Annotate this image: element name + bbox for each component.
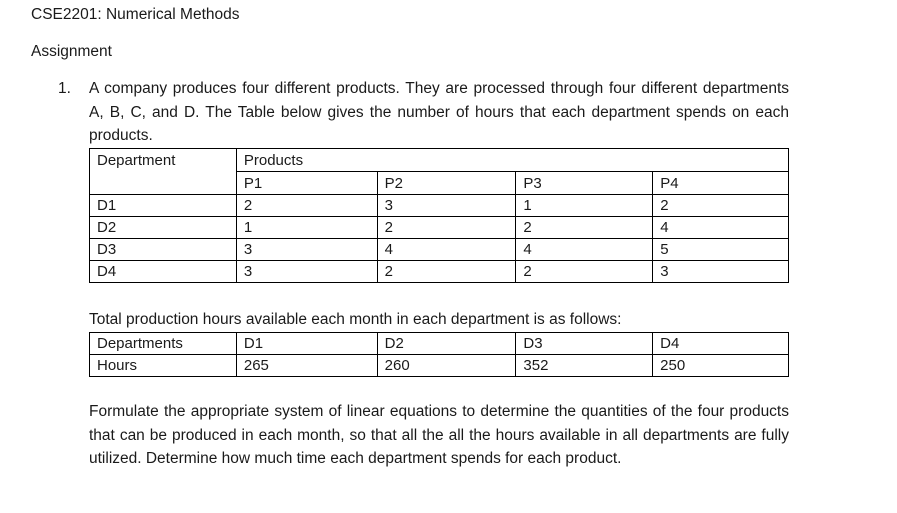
value-cell: 1 bbox=[516, 195, 653, 217]
course-title: CSE2201: Numerical Methods bbox=[31, 6, 240, 23]
value-cell: 3 bbox=[236, 261, 377, 283]
dept-cell: D3 bbox=[90, 239, 237, 261]
value-cell: 3 bbox=[377, 195, 516, 217]
table-row bbox=[90, 333, 789, 355]
products-header: Products bbox=[236, 149, 788, 172]
value-cell: 4 bbox=[653, 217, 789, 239]
hours-table-header-row bbox=[90, 149, 789, 172]
dept-cell: D1 bbox=[236, 333, 377, 355]
hours-cell: 352 bbox=[516, 355, 653, 377]
question-intro: A company produces four different products. They are processed through four different departments A, B, C, and D. The Table below gives the number of hours that each department spends on each products. bbox=[89, 80, 789, 144]
value-cell: 2 bbox=[516, 261, 653, 283]
value-cell: 2 bbox=[236, 195, 377, 217]
dept-cell: D3 bbox=[516, 333, 653, 355]
dept-cell: D2 bbox=[90, 217, 237, 239]
product-header-p2: P2 bbox=[377, 172, 516, 195]
availability-intro: Total production hours available each month in each department is as follows: bbox=[89, 311, 622, 328]
product-header-p1: P1 bbox=[236, 172, 377, 195]
dept-cell: D2 bbox=[377, 333, 516, 355]
dept-cell: D1 bbox=[90, 195, 237, 217]
department-header: Department bbox=[90, 149, 237, 172]
value-cell: 4 bbox=[516, 239, 653, 261]
hours-cell: 265 bbox=[236, 355, 377, 377]
task-statement: Formulate the appropriate system of linear equations to determine the quantities of the four products that can be produced in each month, so that all the all the hours available in all departments are fully utilized. Determine how much time each department spends for each product. bbox=[89, 403, 789, 467]
product-header-p4: P4 bbox=[653, 172, 789, 195]
table-row bbox=[90, 261, 789, 283]
department-header-cont bbox=[90, 172, 237, 195]
value-cell: 3 bbox=[653, 261, 789, 283]
hours-cell: 260 bbox=[377, 355, 516, 377]
departments-label: Departments bbox=[90, 333, 237, 355]
product-header-p3: P3 bbox=[516, 172, 653, 195]
table-row bbox=[90, 217, 789, 239]
hours-label: Hours bbox=[90, 355, 237, 377]
question-number: 1. bbox=[58, 80, 71, 97]
hours-cell: 250 bbox=[653, 355, 789, 377]
value-cell: 2 bbox=[377, 217, 516, 239]
dept-cell: D4 bbox=[90, 261, 237, 283]
table-row bbox=[90, 195, 789, 217]
value-cell: 1 bbox=[236, 217, 377, 239]
section-heading: Assignment bbox=[31, 43, 112, 60]
dept-cell: D4 bbox=[653, 333, 789, 355]
value-cell: 3 bbox=[236, 239, 377, 261]
hours-table bbox=[89, 148, 789, 283]
table-row bbox=[90, 355, 789, 377]
value-cell: 2 bbox=[516, 217, 653, 239]
value-cell: 5 bbox=[653, 239, 789, 261]
availability-table bbox=[89, 332, 789, 377]
table-row bbox=[90, 239, 789, 261]
value-cell: 4 bbox=[377, 239, 516, 261]
value-cell: 2 bbox=[377, 261, 516, 283]
value-cell: 2 bbox=[653, 195, 789, 217]
hours-table-products-row bbox=[90, 172, 789, 195]
